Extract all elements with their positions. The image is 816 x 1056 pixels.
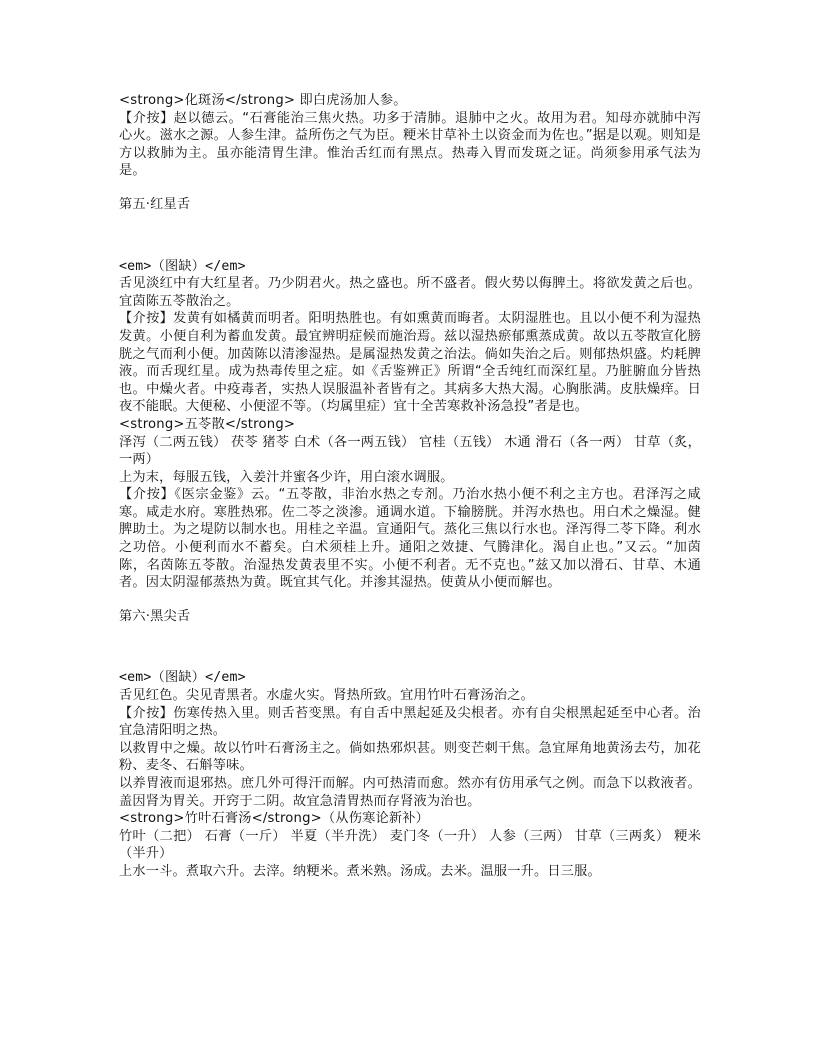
figure-missing-note: <em>（图缺）</em> [119,258,246,274]
preparation-instructions: 上水一斗。煮取六升。去滓。纳粳米。煮米熟。汤成。去米。温服一升。日三服。 [119,863,601,879]
spacer [119,180,701,196]
spacer [119,625,701,669]
commentary-paragraph: 【介按】《医宗金鉴》云。“五苓散，非治水热之专剂。乃治水热小便不利之主方也。君泽泻之咸寒。咸走水府。寒胜热邪。佐二苓之淡渗。通调水道。下输膀胱。并泻水热也。用白术之燥湿。健脾助土。为之堤防以制水也。用桂之辛温。宣通阳气。蒸化三焦以行水也。泽泻得二苓下降。利水之功倍。小便利而水不蓄矣。白术须桂上升。通阳之效捷、气腾津化。渴自止也。”又云。“加茵陈，名茵陈五苓散。治湿热发黄表里不实。小便不利者。无不克也。”兹又加以滑石、甘草、木通者。因太阴湿郁蒸热为黄。既宜其气化。并渗其湿热。使黄从小便而解也。 [119,487,701,591]
preparation-instructions: 上为末，每服五钱，入姜汁并蜜各少许，用白滚水调服。 [119,469,454,485]
spacer [119,592,701,608]
ingredient-list: 竹叶（二把） 石膏（一斤） 半夏（半升洗） 麦门冬（一升） 人参（三两） 甘草（三两炙） 粳米（半升） [119,828,701,862]
commentary-continuation: 以养胃液而退邪热。庶几外可得汗而解。内可热清而愈。然亦有仿用承气之例。而急下以救液者。盖因肾为胃关。开窍于二阴。故宜急清胃热而存肾液为治也。 [119,776,701,809]
figure-missing-note: <em>（图缺）</em> [119,670,246,686]
section-heading-6: 第六·黑尖舌 [119,608,191,624]
body-paragraph: 舌见淡红中有大红星者。乃少阴君火。热之盛也。所不盛者。假火势以侮脾土。将欲发黄之后也。宜茵陈五苓散治之。 [119,276,701,309]
document-page [119,92,701,881]
body-paragraph: 舌见红色。尖见青黑者。水虚火实。肾热所致。宜用竹叶石膏汤治之。 [119,688,535,704]
formula-heading-zhuye: <strong>竹叶石膏汤</strong>（从伤寒论新补） [119,811,430,827]
ingredient-list: 泽泻（二两五钱） 茯苓 猪苓 白术（各一两五钱） 官桂（五钱） 木通 滑石（各一两） 甘草（炙，一两） [119,434,701,468]
commentary-paragraph: 【介按】伤寒传热入里。则舌苔变黑。有自舌中黑起延及尖根者。亦有自尖根黑起延至中心者。治宜急清阳明之热。 [119,705,701,739]
formula-heading-wuling: <strong>五苓散</strong> [119,416,296,432]
commentary-paragraph: 【介按】赵以德云。“石膏能治三焦火热。功多于清肺。退肺中之火。故用为君。知母亦就肺中泻心火。滋水之源。人参生津。益所伤之气为臣。粳米甘草补土以资金而为佐也。”据是以观。则知是方以救肺为主。虽亦能清胃生津。惟治舌红而有黑点。热毒入胃而发斑之证。尚须参用承气法为是。 [119,110,701,179]
spacer [119,214,701,258]
formula-heading-huaban: <strong>化斑汤</strong> 即白虎汤加人参。 [119,93,407,108]
commentary-continuation: 以救胃中之燥。故以竹叶石膏汤主之。倘如热邪炽甚。则变芒刺干焦。急宜犀角地黄汤去芍，加花粉、麦冬、石斛等味。 [119,740,701,774]
commentary-paragraph: 【介按】发黄有如橘黄而明者。阳明热胜也。有如熏黄而晦者。太阴湿胜也。且以小便不利为湿热发黄。小便自利为蓄血发黄。最宜辨明症候而施治焉。兹以湿热瘀郁熏蒸成黄。故以五苓散宣化膀胱之气而利小便。加茵陈以清渗湿热。是属湿热发黄之治法。倘如失治之后。则郁热炽盛。灼耗脾液。而舌现红星。成为热毒传里之症。如《舌鉴辨正》所谓“全舌纯红而深红星。乃脏腑血分皆热也。中燥火者。中疫毒者，实热人误服温补者皆有之。其病多大热大渴。心胸胀满。皮肤燥痒。日夜不能眠。大便秘、小便涩不等。（均属里症）宜十全苦寒救补汤急投”者是也。 [119,311,701,415]
section-heading-5: 第五·红星舌 [119,196,191,212]
